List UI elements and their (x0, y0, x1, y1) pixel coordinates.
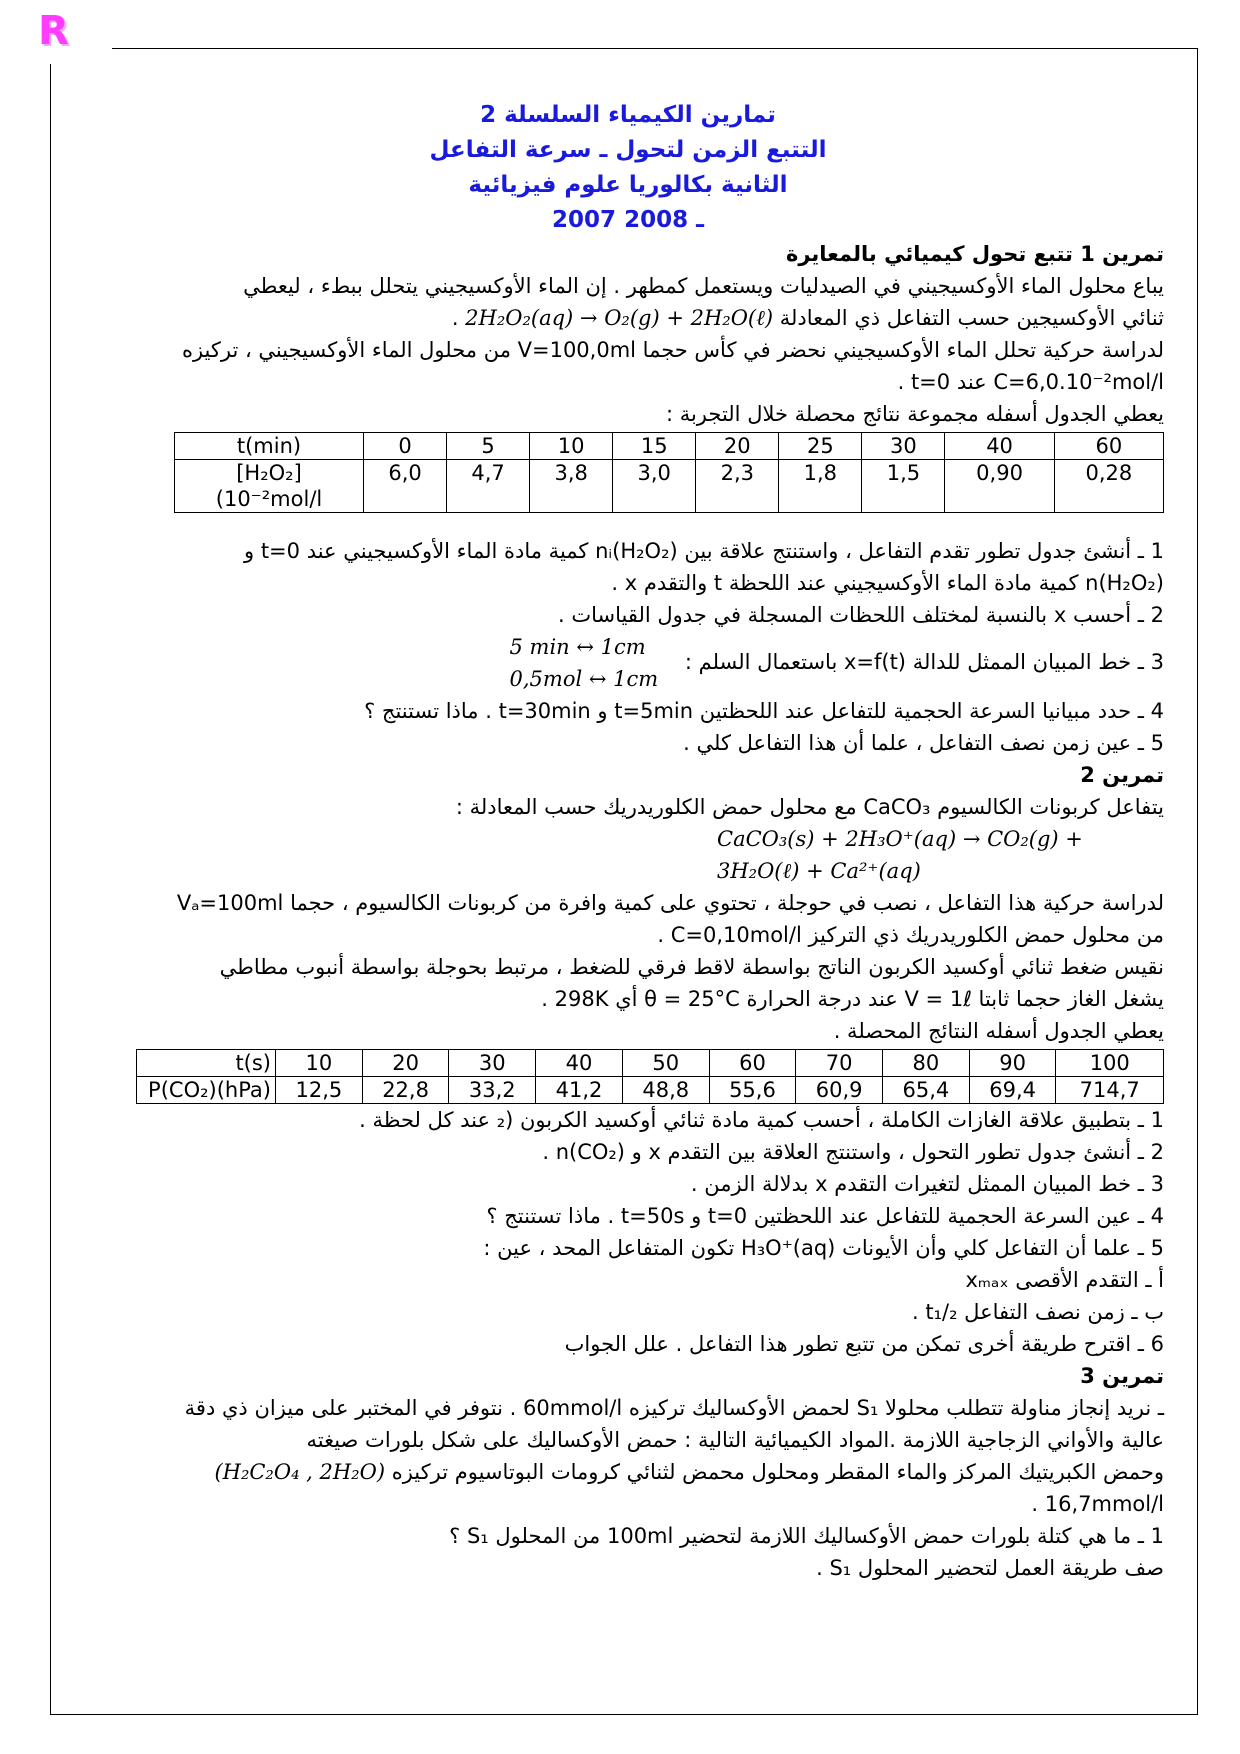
ex2-paragraph-2: لدراسة حركية هذا التفاعل ، نصب في حوجلة ، تحتوي على كمية وافرة من كربونات الكالسيوم ، حجما Vₐ=100ml (176, 891, 1164, 915)
document-body (92, 98, 1164, 1584)
ex1-question-5: 5 ـ عين زمن نصف التفاعل ، علما أن هذا التفاعل كلي . (683, 731, 1164, 755)
ex2-question-4: 4 ـ عين السرعة الحجمية للتفاعل عند اللحظتين t=0 و t=50s . ماذا تستنتج ؟ (486, 1204, 1164, 1228)
ex3-question-1: 1 ـ ما هي كتلة بلورات حمض الأوكساليك اللازمة لتحضير 100ml من المحلول S₁ ؟ (449, 1524, 1164, 1548)
ex2-table-pressure-header: P(CO₂)(hPa) (137, 1077, 276, 1104)
ex1-question-4: 4 ـ حدد مبيانيا السرعة الحجمية للتفاعل عند اللحظتين t=5min و t=30min . ماذا تستنتج ؟ (364, 699, 1164, 723)
ex2-question-5b: ب ـ زمن نصف التفاعل t₁/₂ . (911, 1300, 1164, 1324)
title-line-3: الثانية بكالوريا علوم فيزيائية (468, 172, 788, 198)
ex1-paragraph-1: يباع محلول الماء الأوكسيجيني في الصيدليات ويستعمل كمطهر . إن الماء الأوكسيجيني يتحلل ببطء ، ليعطي (243, 274, 1164, 298)
ex1-time-cell: 5 (447, 433, 530, 460)
ex2-table-pressure-row (137, 1077, 1164, 1104)
ex1-table-time-row (175, 433, 1164, 460)
ex2-pressure-cell: 33,2 (449, 1077, 536, 1104)
ex3-title: تمرين 3 (1080, 1364, 1164, 1388)
ex1-time-cell: 30 (862, 433, 945, 460)
ex2-table-time-header: t(s) (137, 1050, 276, 1077)
ex2-pressure-cell: 60,9 (796, 1077, 883, 1104)
ex2-pressure-cell: 714,7 (1056, 1077, 1164, 1104)
ex3-paragraph-3-text: وحمض الكبريتيك المركز والماء المقطر ومحلول محمض لثنائي كرومات البوتاسيوم تركيزه (391, 1460, 1164, 1484)
ex2-time-cell: 80 (883, 1050, 970, 1077)
ex1-time-cell: 60 (1054, 433, 1163, 460)
ex1-scale-time: 5 min ↔ 1cm (509, 635, 646, 659)
ex2-time-cell: 30 (449, 1050, 536, 1077)
ex2-question-3: 3 ـ خط المبيان الممثل لتغيرات التقدم x بدلالة الزمن . (690, 1172, 1164, 1196)
ex1-table (174, 432, 1164, 513)
ex2-time-cell: 60 (709, 1050, 796, 1077)
ex2-paragraph-6: يعطي الجدول أسفله النتائج المحصلة . (833, 1019, 1164, 1043)
ex3-paragraph-4: 16,7mmol/l . (1031, 1492, 1164, 1516)
frame-top-border (112, 48, 1198, 49)
ex2-paragraph-1: يتفاعل كربونات الكالسيوم CaCO₃ مع محلول حمض الكلوريدريك حسب المعادلة : (455, 795, 1164, 819)
ex3-formula: (H₂C₂O₄ , 2H₂O) (214, 1460, 386, 1484)
ex2-question-6: 6 ـ اقترح طريقة أخرى تمكن من تتبع تطور هذا التفاعل . علل الجواب (564, 1332, 1164, 1356)
ex2-question-5a: أ ـ التقدم الأقصى xₘₐₓ (965, 1268, 1164, 1292)
ex2-time-cell: 70 (796, 1050, 883, 1077)
ex1-conc-cell: 3,8 (530, 460, 613, 513)
ex2-question-1: 1 ـ بتطبيق علاقة الغازات الكاملة ، أحسب كمية مادة ثنائي أوكسيد الكربون (₂ عند كل لحظة . (359, 1108, 1164, 1132)
ex1-conc-label: [H₂O₂] (236, 461, 302, 485)
ex1-conc-unit: (10⁻²mol/l (215, 487, 323, 511)
ex1-conc-cell: 1,8 (779, 460, 862, 513)
ex1-question-1a: 1 ـ أنشئ جدول تطور تقدم التفاعل ، واستنتج علاقة بين nᵢ(H₂O₂) كمية مادة الماء الأوكسيجيني عند t=0 و (243, 539, 1164, 563)
ex1-paragraph-2-text: ثنائي الأوكسيجين حسب التفاعل ذي المعادلة (779, 306, 1164, 330)
ex2-paragraph-3: من محلول حمض الكلوريدريك ذي التركيز C=0,10mol/l . (657, 923, 1164, 947)
ex1-time-cell: 10 (530, 433, 613, 460)
ex2-pressure-cell: 48,8 (622, 1077, 709, 1104)
ex1-time-cell: 15 (613, 433, 696, 460)
ex1-scale (510, 631, 659, 695)
ex1-conc-cell: 0,90 (945, 460, 1054, 513)
ex2-time-cell: 90 (969, 1050, 1056, 1077)
ex1-paragraph-4: C=6,0.10⁻²mol/l عند t=0 . (897, 370, 1164, 394)
ex1-equation: 2H₂O₂(aq) → O₂(g) + 2H₂O(ℓ) (465, 306, 774, 330)
ex2-time-cell: 50 (622, 1050, 709, 1077)
ex1-conc-cell: 3,0 (613, 460, 696, 513)
ex3-paragraph-2: عالية والأواني الزجاجية اللازمة .المواد الكيميائية التالية : حمض الأوكساليك على شكل بلورات صيغته (306, 1428, 1164, 1452)
ex1-question-3 (92, 631, 1164, 695)
ex2-equation: CaCO₃(s) + 2H₃O⁺(aq) → CO₂(g) + 3H₂O(ℓ) + Ca²⁺(aq) (717, 827, 1083, 883)
ex2-paragraph-5: يشغل الغاز حجما ثابتا V = 1ℓ عند درجة الحرارة θ = 25°C أي 298K . (541, 987, 1164, 1011)
title-year: 2007 ـ 2008 (552, 207, 704, 233)
ex1-paragraph-2: ثنائي الأوكسيجين حسب التفاعل ذي المعادلة 2H₂O₂(aq) → O₂(g) + 2H₂O(ℓ) . (92, 302, 1164, 334)
ex2-pressure-cell: 55,6 (709, 1077, 796, 1104)
ex1-scale-mol: 0,5mol ↔ 1cm (509, 667, 659, 691)
ex1-time-cell: 20 (696, 433, 779, 460)
ex2-title: تمرين 2 (1080, 763, 1164, 787)
frame-bottom-border (50, 1714, 1198, 1715)
ex1-table-conc-header (175, 460, 364, 513)
ex2-paragraph-4: نقيس ضغط ثنائي أوكسيد الكربون الناتج بواسطة لاقط فرقي للضغط ، مرتبط بحوجلة بواسطة أنبوب مطاطي (219, 955, 1164, 979)
ex3-question-2: صف طريقة العمل لتحضير المحلول S₁ . (816, 1556, 1164, 1580)
ex1-question-3-text: 3 ـ خط المبيان الممثل للدالة x=f(t) باستعمال السلم : (684, 650, 1164, 674)
ex1-time-cell: 25 (779, 433, 862, 460)
ex1-table-conc-row (175, 460, 1164, 513)
frame-left-border (50, 64, 51, 1714)
ex1-question-1b: n(H₂O₂) كمية مادة الماء الأوكسيجيني عند اللحظة t والتقدم x . (611, 571, 1164, 595)
frame-right-border (1197, 48, 1198, 1714)
ex2-question-5: 5 ـ علما أن التفاعل كلي وأن الأيونات H₃O⁺(aq) تكون المتفاعل المحد ، عين : (483, 1236, 1164, 1260)
title-line-1: تمارين الكيمياء السلسلة 2 (480, 102, 776, 128)
ex2-time-cell: 20 (362, 1050, 449, 1077)
ex1-conc-cell: 2,3 (696, 460, 779, 513)
logo: R (38, 8, 69, 54)
ex1-time-cell: 40 (945, 433, 1054, 460)
ex2-time-cell: 40 (536, 1050, 623, 1077)
ex1-conc-cell: 4,7 (447, 460, 530, 513)
ex1-conc-cell: 6,0 (364, 460, 447, 513)
ex2-table-time-row (137, 1050, 1164, 1077)
ex2-pressure-cell: 41,2 (536, 1077, 623, 1104)
ex2-pressure-cell: 65,4 (883, 1077, 970, 1104)
ex2-table (136, 1049, 1164, 1104)
ex1-conc-cell: 0,28 (1054, 460, 1163, 513)
ex3-paragraph-1: ـ نريد إنجاز مناولة تتطلب محلولا S₁ لحمض الأوكساليك تركيزه 60mmol/l . نتوفر في المختبر على ميزان ذي دقة (184, 1396, 1164, 1420)
ex1-title: تمرين 1 تتبع تحول كيميائي بالمعايرة (785, 242, 1164, 266)
ex1-question-2: 2 ـ أحسب x بالنسبة لمختلف اللحظات المسجلة في جدول القياسات . (558, 603, 1164, 627)
ex2-pressure-cell: 12,5 (276, 1077, 363, 1104)
ex2-question-2: 2 ـ أنشئ جدول تطور التحول ، واستنتج العلاقة بين التقدم x و n(CO₂) . (542, 1140, 1164, 1164)
ex1-paragraph-5: يعطي الجدول أسفله مجموعة نتائج محصلة خلال التجربة : (665, 402, 1164, 426)
title-line-2: التتبع الزمن لتحول ـ سرعة التفاعل (429, 137, 827, 163)
ex2-time-cell: 100 (1056, 1050, 1164, 1077)
ex1-time-cell: 0 (364, 433, 447, 460)
ex2-pressure-cell: 69,4 (969, 1077, 1056, 1104)
ex3-paragraph-3 (92, 1456, 1164, 1488)
ex2-equation-line (92, 823, 1164, 887)
ex1-conc-cell: 1,5 (862, 460, 945, 513)
ex2-pressure-cell: 22,8 (362, 1077, 449, 1104)
ex1-paragraph-3: لدراسة حركية تحلل الماء الأوكسيجيني نحضر في كأس حجما V=100,0ml من محلول الماء الأوكسيجيني ، تركيزه (181, 338, 1164, 362)
ex2-time-cell: 10 (276, 1050, 363, 1077)
ex1-table-time-header: t(min) (175, 433, 364, 460)
